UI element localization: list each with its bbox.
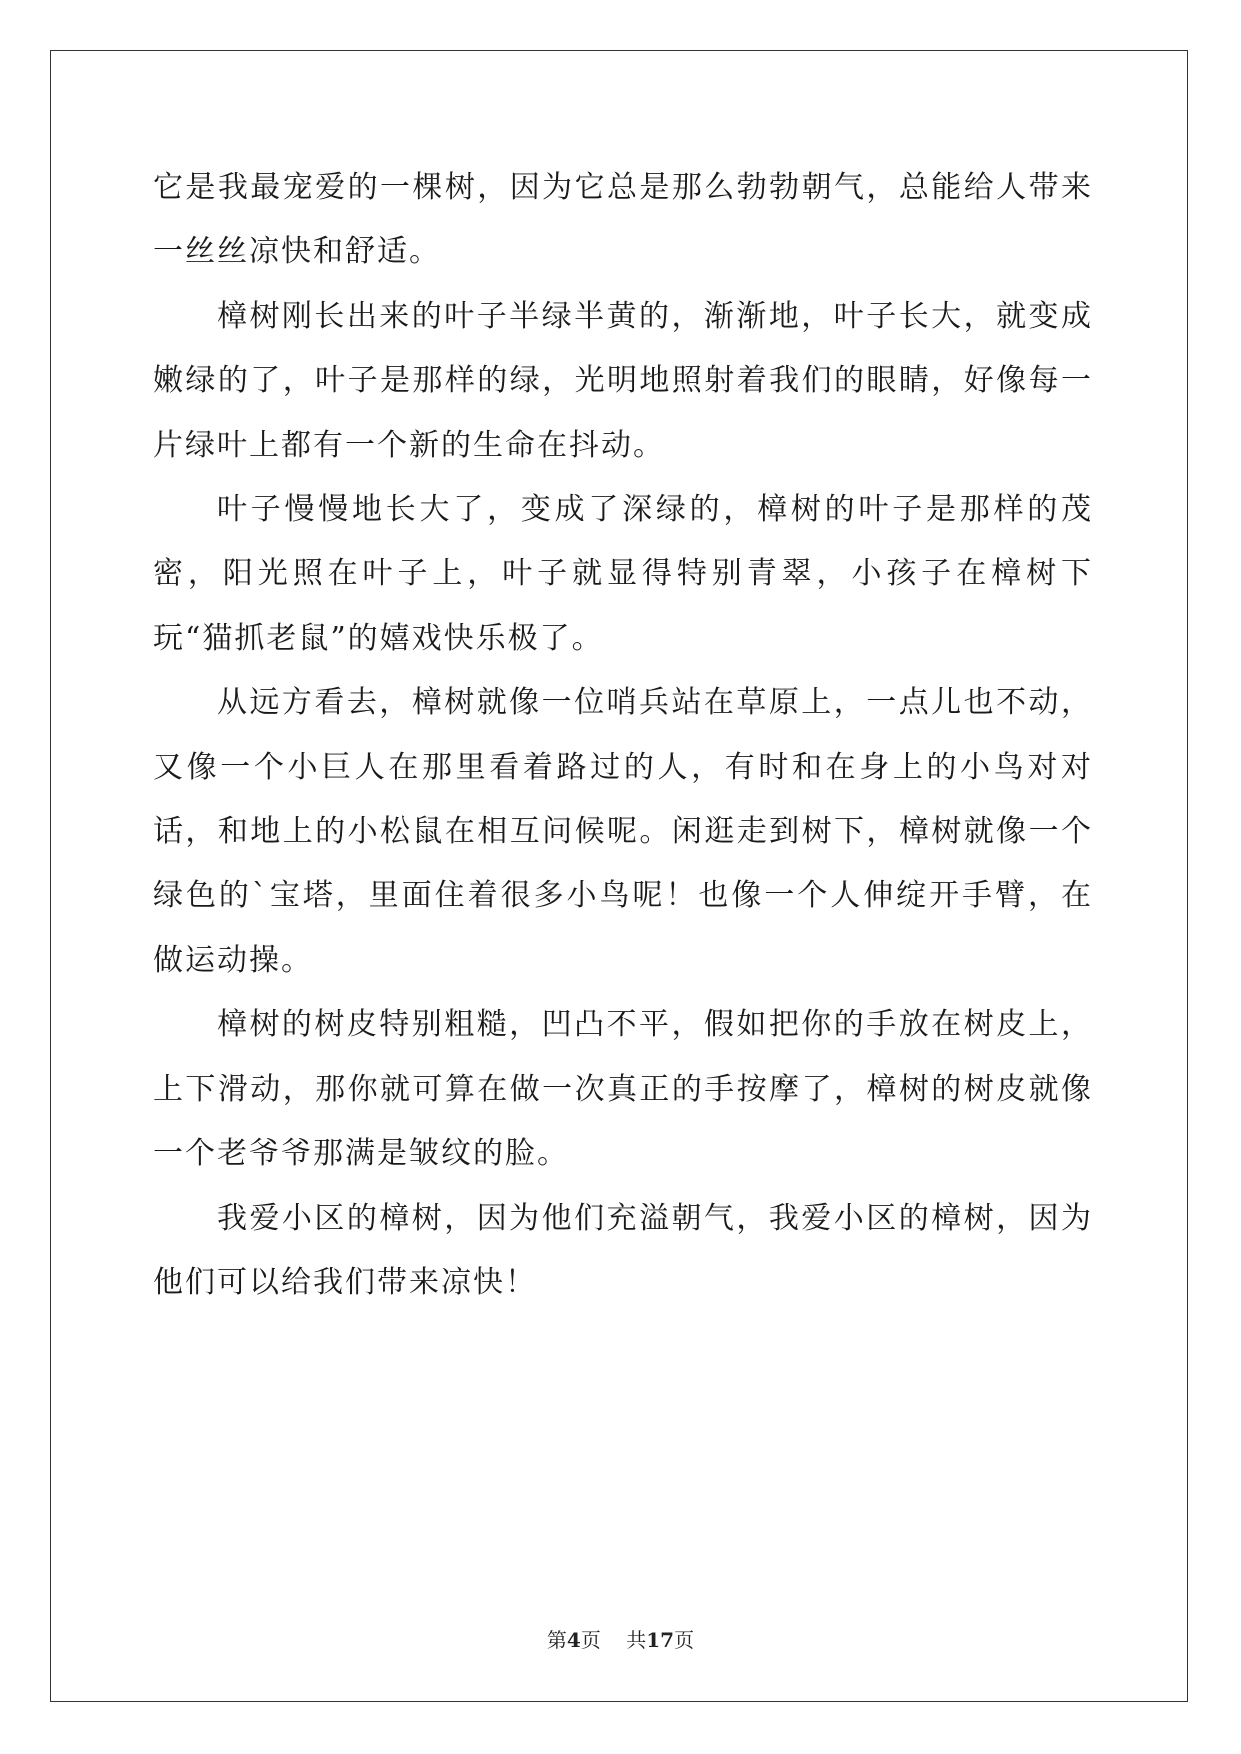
paragraph-5: 樟树的树皮特别粗糙，凹凸不平，假如把你的手放在树皮上，上下滑动，那你就可算在做一次真正的手按摩了，樟树的树皮就像一个老爷爷那满是皱纹的脸。 (153, 1007, 1093, 1172)
paragraph-1: 它是我最宠爱的一棵树，因为它总是那么勃勃朝气，总能给人带来一丝丝凉快和舒适。 (153, 170, 1093, 270)
total-prefix: 共 (626, 1628, 647, 1652)
page-footer (0, 1625, 1241, 1655)
page-suffix: 页 (580, 1628, 601, 1652)
page-number: 4 (566, 1628, 581, 1652)
page-prefix: 第 (546, 1628, 567, 1652)
total-suffix: 页 (674, 1628, 695, 1652)
document-body (153, 156, 1093, 1315)
paragraph-3: 叶子慢慢地长大了，变成了深绿的，樟树的叶子是那样的茂密，阳光照在叶子上，叶子就显得特别青翠，小孩子在樟树下玩“猫抓老鼠”的嬉戏快乐极了。 (153, 492, 1093, 656)
paragraph-6: 我爱小区的樟树，因为他们充溢朝气，我爱小区的樟树，因为他们可以给我们带来凉快！ (153, 1200, 1093, 1300)
total-pages: 17 (646, 1628, 675, 1652)
paragraph-2: 樟树刚长出来的叶子半绿半黄的，渐渐地，叶子长大，就变成嫩绿的了，叶子是那样的绿，光明地照射着我们的眼睛，好像每一片绿叶上都有一个新的生命在抖动。 (153, 298, 1093, 463)
paragraph-4: 从远方看去，樟树就像一位哨兵站在草原上，一点儿也不动，又像一个小巨人在那里看着路过的人，有时和在身上的小鸟对对话，和地上的小松鼠在相互问候呢。闲逛走到树下，樟树就像一个绿色的`宝塔，里面住着很多小鸟呢！也像一个人伸绽开手臂，在做运动操。 (153, 685, 1093, 978)
